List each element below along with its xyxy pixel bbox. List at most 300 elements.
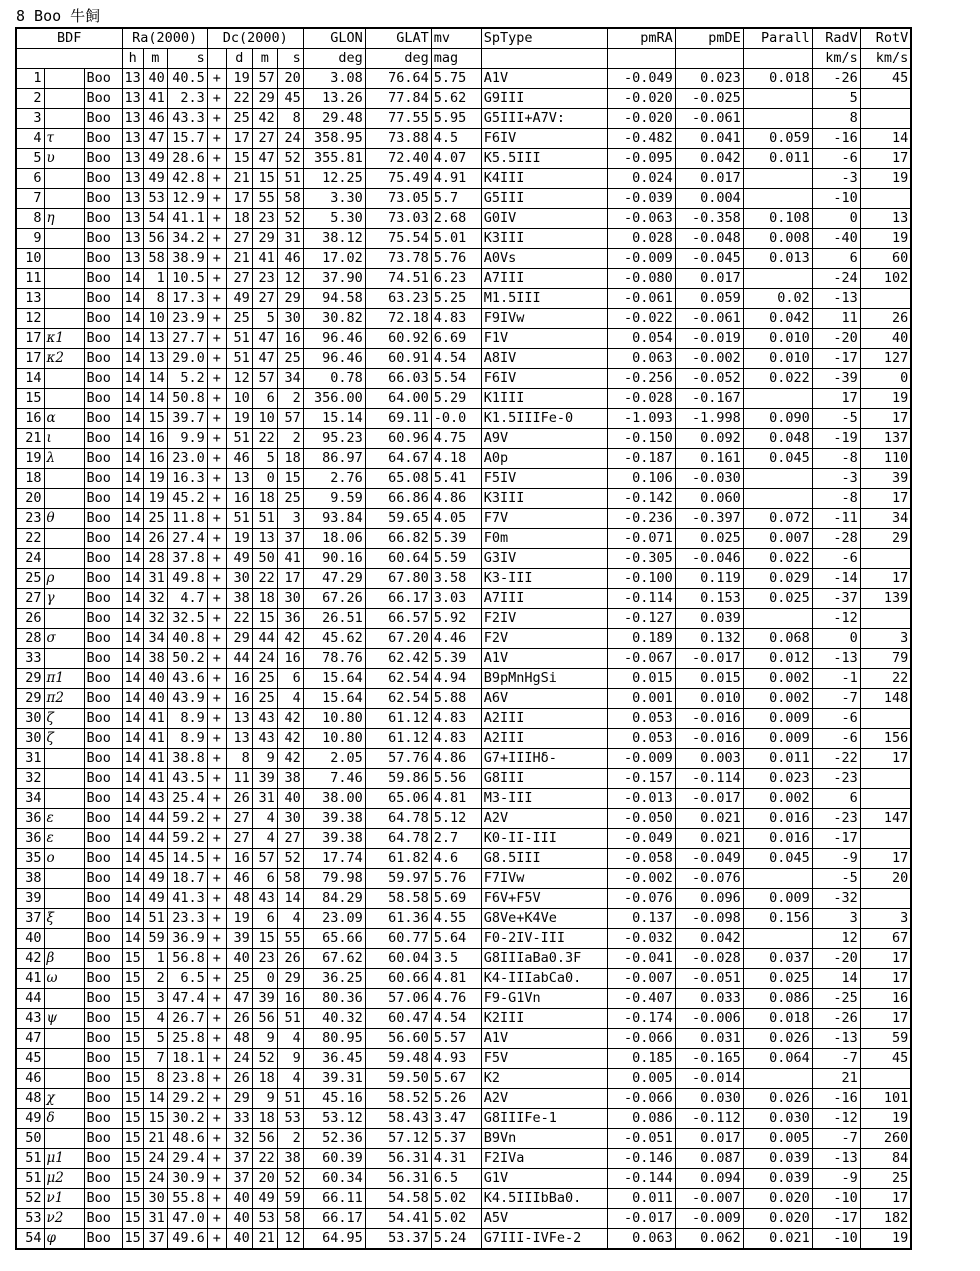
cell-dec-m: 6 xyxy=(252,869,277,889)
cell-dec-m: 18 xyxy=(252,589,277,609)
cell-pmra: -0.067 xyxy=(607,649,675,669)
cell-pmde: 0.094 xyxy=(675,1169,743,1189)
cell-dec-sign: + xyxy=(207,609,226,629)
cell-glon: 36.45 xyxy=(303,1049,365,1069)
cell-dec-s: 42 xyxy=(277,729,303,749)
cell-constellation: Boo xyxy=(84,89,122,109)
cell-ra-s: 23.3 xyxy=(167,909,207,929)
cell-constellation: Boo xyxy=(84,749,122,769)
cell-mv: 3.03 xyxy=(431,589,481,609)
cell-radv: -10 xyxy=(812,1189,860,1209)
cell-mv: 4.86 xyxy=(431,489,481,509)
cell-dec-sign: + xyxy=(207,849,226,869)
cell-mv: 5.76 xyxy=(431,869,481,889)
cell-glat: 59.48 xyxy=(365,1049,431,1069)
cell-ra-m: 34 xyxy=(143,629,167,649)
cell-dec-d: 8 xyxy=(226,749,252,769)
cell-parall: 0.011 xyxy=(743,149,812,169)
cell-pmra: -0.028 xyxy=(607,389,675,409)
cell-ra-m: 41 xyxy=(143,709,167,729)
cell-bayer xyxy=(44,229,84,249)
cell-parall xyxy=(743,869,812,889)
cell-dec-s: 31 xyxy=(277,229,303,249)
cell-ra-m: 4 xyxy=(143,1009,167,1029)
cell-radv: -32 xyxy=(812,889,860,909)
cell-pmde: -0.002 xyxy=(675,349,743,369)
cell-dec-sign: + xyxy=(207,1069,226,1089)
cell-dec-m: 57 xyxy=(252,849,277,869)
cell-ra-h: 14 xyxy=(122,889,143,909)
cell-flamsteed: 29 xyxy=(16,669,44,689)
cell-parall: 0.013 xyxy=(743,249,812,269)
cell-ra-h: 15 xyxy=(122,1049,143,1069)
cell-radv: -6 xyxy=(812,149,860,169)
cell-bayer: ω xyxy=(44,969,84,989)
cell-flamsteed: 25 xyxy=(16,569,44,589)
cell-pmde: 0.153 xyxy=(675,589,743,609)
cell-ra-s: 34.2 xyxy=(167,229,207,249)
cell-pmra: -0.157 xyxy=(607,769,675,789)
table-row xyxy=(16,189,911,209)
cell-sptype: A8IV xyxy=(481,349,607,369)
cell-flamsteed: 10 xyxy=(16,249,44,269)
cell-radv: -6 xyxy=(812,549,860,569)
cell-flamsteed: 42 xyxy=(16,949,44,969)
header-s: s xyxy=(167,49,207,69)
cell-ra-h: 15 xyxy=(122,1109,143,1129)
cell-glon: 39.31 xyxy=(303,1069,365,1089)
cell-glon: 2.76 xyxy=(303,469,365,489)
cell-ra-h: 15 xyxy=(122,949,143,969)
cell-constellation: Boo xyxy=(84,129,122,149)
cell-dec-d: 17 xyxy=(226,129,252,149)
cell-pmra: -0.049 xyxy=(607,829,675,849)
cell-constellation: Boo xyxy=(84,969,122,989)
cell-glat: 58.52 xyxy=(365,1089,431,1109)
table-row xyxy=(16,469,911,489)
cell-dec-d: 26 xyxy=(226,1009,252,1029)
cell-ra-s: 41.3 xyxy=(167,889,207,909)
cell-parall: 0.068 xyxy=(743,629,812,649)
header-mv-unit: mag xyxy=(431,49,481,69)
cell-bayer xyxy=(44,469,84,489)
cell-pmde: 0.060 xyxy=(675,489,743,509)
cell-dec-d: 32 xyxy=(226,1129,252,1149)
cell-constellation: Boo xyxy=(84,409,122,429)
cell-flamsteed: 26 xyxy=(16,609,44,629)
cell-parall: 0.008 xyxy=(743,229,812,249)
cell-ra-s: 39.7 xyxy=(167,409,207,429)
cell-rotv xyxy=(860,769,911,789)
cell-dec-d: 46 xyxy=(226,869,252,889)
cell-glat: 74.51 xyxy=(365,269,431,289)
cell-radv: -5 xyxy=(812,409,860,429)
cell-rotv: 25 xyxy=(860,1169,911,1189)
cell-bayer: ο xyxy=(44,849,84,869)
cell-dec-s: 37 xyxy=(277,529,303,549)
cell-flamsteed: 45 xyxy=(16,1049,44,1069)
cell-flamsteed: 24 xyxy=(16,549,44,569)
cell-glat: 66.17 xyxy=(365,589,431,609)
cell-flamsteed: 39 xyxy=(16,889,44,909)
cell-dec-d: 51 xyxy=(226,349,252,369)
cell-ra-s: 2.3 xyxy=(167,89,207,109)
cell-dec-m: 10 xyxy=(252,409,277,429)
cell-glat: 76.64 xyxy=(365,69,431,89)
cell-rotv: 182 xyxy=(860,1209,911,1229)
cell-ra-m: 37 xyxy=(143,1229,167,1250)
cell-pmde: 0.033 xyxy=(675,989,743,1009)
cell-ra-m: 41 xyxy=(143,89,167,109)
cell-dec-m: 15 xyxy=(252,609,277,629)
cell-mv: 4.93 xyxy=(431,1049,481,1069)
cell-radv: -3 xyxy=(812,469,860,489)
cell-dec-m: 22 xyxy=(252,1149,277,1169)
cell-flamsteed: 12 xyxy=(16,309,44,329)
cell-dec-d: 17 xyxy=(226,189,252,209)
cell-pmde: 0.004 xyxy=(675,189,743,209)
cell-pmde: -0.045 xyxy=(675,249,743,269)
cell-rotv: 101 xyxy=(860,1089,911,1109)
cell-dec-s: 42 xyxy=(277,629,303,649)
cell-pmra: -0.058 xyxy=(607,849,675,869)
cell-dec-sign: + xyxy=(207,109,226,129)
table-row xyxy=(16,1229,911,1250)
cell-pmde: 0.017 xyxy=(675,1129,743,1149)
cell-pmde: 0.132 xyxy=(675,629,743,649)
cell-ra-s: 9.9 xyxy=(167,429,207,449)
cell-bayer: χ xyxy=(44,1089,84,1109)
cell-glon: 9.59 xyxy=(303,489,365,509)
cell-ra-s: 41.1 xyxy=(167,209,207,229)
cell-dec-d: 46 xyxy=(226,449,252,469)
cell-parall: 0.010 xyxy=(743,329,812,349)
cell-pmra: 0.189 xyxy=(607,629,675,649)
cell-pmde: 0.031 xyxy=(675,1029,743,1049)
cell-flamsteed: 53 xyxy=(16,1209,44,1229)
header-blank xyxy=(16,49,122,69)
cell-flamsteed: 50 xyxy=(16,1129,44,1149)
cell-dec-sign: + xyxy=(207,389,226,409)
cell-bayer xyxy=(44,389,84,409)
cell-pmde: 0.025 xyxy=(675,529,743,549)
cell-dec-sign: + xyxy=(207,1029,226,1049)
cell-sptype: M3-III xyxy=(481,789,607,809)
cell-bayer: γ xyxy=(44,589,84,609)
cell-ra-m: 19 xyxy=(143,469,167,489)
cell-constellation: Boo xyxy=(84,829,122,849)
cell-dec-d: 47 xyxy=(226,989,252,1009)
cell-dec-d: 12 xyxy=(226,369,252,389)
cell-parall: 0.002 xyxy=(743,789,812,809)
cell-flamsteed: 32 xyxy=(16,769,44,789)
cell-constellation: Boo xyxy=(84,889,122,909)
header-row-2 xyxy=(16,49,911,69)
cell-dec-d: 39 xyxy=(226,929,252,949)
cell-dec-sign: + xyxy=(207,749,226,769)
cell-ra-s: 18.1 xyxy=(167,1049,207,1069)
cell-mv: 3.47 xyxy=(431,1109,481,1129)
cell-dec-s: 15 xyxy=(277,469,303,489)
cell-parall: 0.072 xyxy=(743,509,812,529)
cell-parall: 0.042 xyxy=(743,309,812,329)
cell-rotv: 17 xyxy=(860,749,911,769)
cell-glat: 72.18 xyxy=(365,309,431,329)
cell-flamsteed: 14 xyxy=(16,369,44,389)
cell-pmde: -0.025 xyxy=(675,89,743,109)
cell-parall: 0.002 xyxy=(743,689,812,709)
cell-ra-h: 13 xyxy=(122,189,143,209)
cell-radv: 12 xyxy=(812,929,860,949)
cell-parall: 0.016 xyxy=(743,809,812,829)
cell-mv: -0.0 xyxy=(431,409,481,429)
cell-rotv: 79 xyxy=(860,649,911,669)
cell-constellation: Boo xyxy=(84,729,122,749)
cell-parall: 0.012 xyxy=(743,649,812,669)
cell-radv: 21 xyxy=(812,1069,860,1089)
table-row xyxy=(16,1009,911,1029)
cell-pmde: -0.017 xyxy=(675,789,743,809)
cell-pmra: 0.137 xyxy=(607,909,675,929)
cell-pmde: -0.017 xyxy=(675,649,743,669)
cell-flamsteed: 19 xyxy=(16,449,44,469)
cell-sptype: K3III xyxy=(481,229,607,249)
cell-flamsteed: 7 xyxy=(16,189,44,209)
cell-dec-d: 13 xyxy=(226,709,252,729)
cell-rotv xyxy=(860,889,911,909)
cell-rotv: 148 xyxy=(860,689,911,709)
cell-dec-sign: + xyxy=(207,369,226,389)
cell-dec-sign: + xyxy=(207,629,226,649)
cell-glat: 66.57 xyxy=(365,609,431,629)
cell-dec-m: 13 xyxy=(252,529,277,549)
cell-ra-s: 42.8 xyxy=(167,169,207,189)
cell-dec-m: 18 xyxy=(252,1109,277,1129)
cell-bayer: ζ xyxy=(44,729,84,749)
cell-mv: 4.81 xyxy=(431,969,481,989)
cell-radv: -25 xyxy=(812,989,860,1009)
cell-ra-s: 27.7 xyxy=(167,329,207,349)
cell-bayer xyxy=(44,289,84,309)
cell-flamsteed: 30 xyxy=(16,729,44,749)
cell-radv: 6 xyxy=(812,789,860,809)
cell-pmde: 0.096 xyxy=(675,889,743,909)
cell-sptype: K4III xyxy=(481,169,607,189)
cell-dec-sign: + xyxy=(207,909,226,929)
cell-pmra: -0.407 xyxy=(607,989,675,1009)
cell-rotv: 17 xyxy=(860,489,911,509)
cell-ra-s: 8.9 xyxy=(167,729,207,749)
cell-ra-s: 16.3 xyxy=(167,469,207,489)
cell-ra-h: 13 xyxy=(122,209,143,229)
cell-flamsteed: 54 xyxy=(16,1229,44,1250)
cell-dec-sign: + xyxy=(207,1229,226,1250)
cell-glat: 56.31 xyxy=(365,1149,431,1169)
cell-ra-m: 41 xyxy=(143,749,167,769)
cell-radv: 0 xyxy=(812,629,860,649)
cell-pmra: -0.049 xyxy=(607,69,675,89)
cell-sptype: F6IV xyxy=(481,369,607,389)
cell-dec-s: 52 xyxy=(277,849,303,869)
cell-pmde: -0.006 xyxy=(675,1009,743,1029)
cell-flamsteed: 35 xyxy=(16,849,44,869)
cell-parall: 0.018 xyxy=(743,69,812,89)
cell-mv: 5.95 xyxy=(431,109,481,129)
cell-dec-s: 58 xyxy=(277,869,303,889)
cell-glat: 57.76 xyxy=(365,749,431,769)
table-row xyxy=(16,329,911,349)
table-row xyxy=(16,1089,911,1109)
cell-flamsteed: 41 xyxy=(16,969,44,989)
cell-mv: 5.88 xyxy=(431,689,481,709)
cell-parall: 0.045 xyxy=(743,449,812,469)
cell-dec-d: 49 xyxy=(226,289,252,309)
cell-constellation: Boo xyxy=(84,69,122,89)
cell-ra-s: 4.7 xyxy=(167,589,207,609)
table-row xyxy=(16,629,911,649)
cell-sptype: G7III-IVFe-2 xyxy=(481,1229,607,1250)
cell-mv: 5.92 xyxy=(431,609,481,629)
cell-dec-sign: + xyxy=(207,269,226,289)
cell-mv: 4.18 xyxy=(431,449,481,469)
cell-rotv: 127 xyxy=(860,349,911,369)
cell-dec-d: 26 xyxy=(226,789,252,809)
cell-constellation: Boo xyxy=(84,789,122,809)
cell-radv: -6 xyxy=(812,709,860,729)
cell-pmra: -0.174 xyxy=(607,1009,675,1029)
cell-radv: -14 xyxy=(812,569,860,589)
cell-ra-h: 14 xyxy=(122,569,143,589)
cell-dec-sign: + xyxy=(207,429,226,449)
cell-glon: 86.97 xyxy=(303,449,365,469)
cell-pmra: 0.053 xyxy=(607,709,675,729)
cell-radv: -10 xyxy=(812,189,860,209)
cell-dec-sign: + xyxy=(207,489,226,509)
cell-pmde: -0.030 xyxy=(675,469,743,489)
cell-glon: 2.05 xyxy=(303,749,365,769)
table-row xyxy=(16,109,911,129)
cell-glat: 61.36 xyxy=(365,909,431,929)
cell-dec-m: 22 xyxy=(252,569,277,589)
cell-flamsteed: 20 xyxy=(16,489,44,509)
cell-ra-m: 16 xyxy=(143,449,167,469)
cell-radv: -17 xyxy=(812,829,860,849)
cell-bayer xyxy=(44,89,84,109)
cell-rotv xyxy=(860,189,911,209)
cell-glon: 45.62 xyxy=(303,629,365,649)
cell-pmra: 0.053 xyxy=(607,729,675,749)
cell-dec-s: 12 xyxy=(277,1229,303,1250)
table-row xyxy=(16,509,911,529)
cell-ra-s: 30.9 xyxy=(167,1169,207,1189)
cell-glat: 58.58 xyxy=(365,889,431,909)
cell-rotv: 13 xyxy=(860,209,911,229)
cell-pmra: -0.187 xyxy=(607,449,675,469)
cell-dec-m: 18 xyxy=(252,1069,277,1089)
cell-bayer: ε xyxy=(44,829,84,849)
cell-flamsteed: 44 xyxy=(16,989,44,1009)
cell-ra-s: 11.8 xyxy=(167,509,207,529)
cell-glon: 78.76 xyxy=(303,649,365,669)
table-row xyxy=(16,429,911,449)
cell-pmde: 0.015 xyxy=(675,669,743,689)
cell-bayer xyxy=(44,529,84,549)
cell-pmde: 0.041 xyxy=(675,129,743,149)
cell-rotv: 84 xyxy=(860,1149,911,1169)
cell-glat: 56.60 xyxy=(365,1029,431,1049)
cell-dec-sign: + xyxy=(207,829,226,849)
cell-dec-sign: + xyxy=(207,809,226,829)
cell-parall xyxy=(743,389,812,409)
cell-constellation: Boo xyxy=(84,1189,122,1209)
cell-glat: 57.12 xyxy=(365,1129,431,1149)
cell-dec-d: 51 xyxy=(226,509,252,529)
cell-pmra: -0.114 xyxy=(607,589,675,609)
cell-pmra: -0.009 xyxy=(607,249,675,269)
cell-dec-m: 44 xyxy=(252,629,277,649)
cell-ra-s: 40.8 xyxy=(167,629,207,649)
cell-dec-s: 51 xyxy=(277,1089,303,1109)
cell-rotv: 26 xyxy=(860,309,911,329)
cell-ra-h: 14 xyxy=(122,489,143,509)
cell-ra-h: 15 xyxy=(122,1089,143,1109)
table-row xyxy=(16,769,911,789)
cell-ra-m: 49 xyxy=(143,869,167,889)
cell-glat: 56.31 xyxy=(365,1169,431,1189)
table-row xyxy=(16,729,911,749)
cell-flamsteed: 47 xyxy=(16,1029,44,1049)
cell-dec-s: 25 xyxy=(277,349,303,369)
cell-ra-h: 15 xyxy=(122,1009,143,1029)
cell-glon: 355.81 xyxy=(303,149,365,169)
cell-pmde: -0.019 xyxy=(675,329,743,349)
cell-dec-m: 56 xyxy=(252,1009,277,1029)
cell-parall xyxy=(743,89,812,109)
cell-radv: -16 xyxy=(812,129,860,149)
cell-pmra: 0.028 xyxy=(607,229,675,249)
cell-dec-d: 16 xyxy=(226,489,252,509)
cell-flamsteed: 36 xyxy=(16,809,44,829)
cell-mv: 5.41 xyxy=(431,469,481,489)
cell-glat: 58.43 xyxy=(365,1109,431,1129)
cell-constellation: Boo xyxy=(84,329,122,349)
cell-dec-s: 42 xyxy=(277,749,303,769)
cell-dec-m: 21 xyxy=(252,1229,277,1250)
cell-pmra: -0.076 xyxy=(607,889,675,909)
cell-dec-m: 25 xyxy=(252,689,277,709)
cell-constellation: Boo xyxy=(84,1009,122,1029)
cell-bayer: ρ xyxy=(44,569,84,589)
cell-ra-m: 14 xyxy=(143,389,167,409)
cell-bayer xyxy=(44,769,84,789)
cell-dec-d: 21 xyxy=(226,169,252,189)
header-dm: m xyxy=(252,49,277,69)
cell-dec-d: 22 xyxy=(226,89,252,109)
cell-constellation: Boo xyxy=(84,309,122,329)
cell-pmra: 0.011 xyxy=(607,1189,675,1209)
cell-sptype: A2III xyxy=(481,729,607,749)
table-row xyxy=(16,809,911,829)
cell-bayer xyxy=(44,549,84,569)
cell-glat: 73.03 xyxy=(365,209,431,229)
cell-pmra: -0.142 xyxy=(607,489,675,509)
cell-glat: 66.82 xyxy=(365,529,431,549)
cell-bayer: κ1 xyxy=(44,329,84,349)
cell-radv: -28 xyxy=(812,529,860,549)
cell-rotv: 147 xyxy=(860,809,911,829)
cell-parall: 0.022 xyxy=(743,369,812,389)
cell-dec-s: 38 xyxy=(277,769,303,789)
